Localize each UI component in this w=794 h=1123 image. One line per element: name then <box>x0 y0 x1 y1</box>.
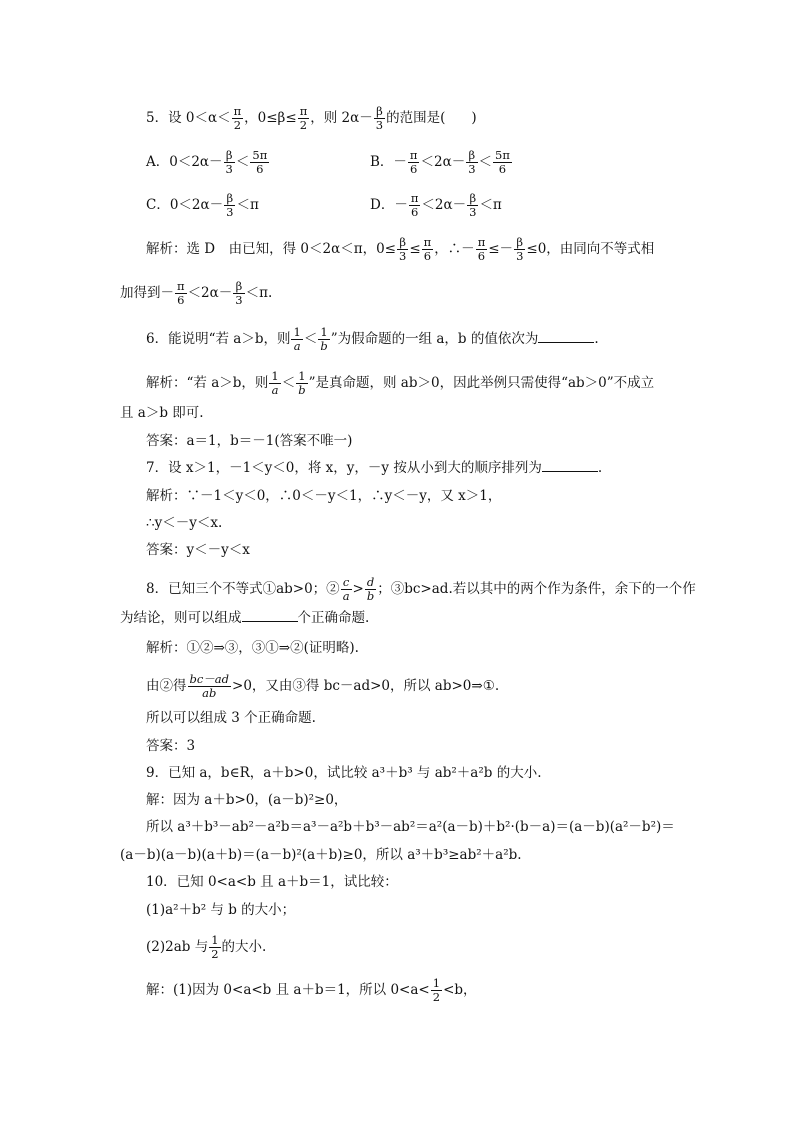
q10-part-1: (1)a²＋b² 与 b 的大小； <box>146 902 296 918</box>
q5-option-a: A．0＜2α－ $\frac{\beta}{3}$ ＜ $\frac{5\pi}{6}$ <box>146 148 268 176</box>
q8-solution-2: 由②得 $\frac{bc-ad}{ab}$ >0，又由③得 bc－ad>0，所以 ab>0⇒①. <box>146 672 500 700</box>
q8-stem: 8．已知三个不等式①ab>0；② $\frac{c}{a}$ > $\frac{d}{b}$ ；③bc>ad.若以其中的两个作为条件，余下的一个作 <box>146 575 696 603</box>
q7-answer: 答案：y＜－y＜x <box>146 542 250 558</box>
answer-blank <box>538 330 594 343</box>
q8-stem-2: 为结论，则可以组成 个正确命题. <box>120 610 370 626</box>
q5-option-b: B．－ $\frac{\pi}{6}$ ＜2α－ $\frac{\beta}{3}$ ＜ $\frac{5\pi}{6}$ <box>370 148 510 176</box>
q5-solution-2: 加得到－ $\frac{\pi}{6}$ ＜2α－ $\frac{\beta}{3}$ ＜π. <box>120 279 273 307</box>
q8-solution: 解析：①②⇒③，③①⇒②(证明略). <box>146 640 359 656</box>
q5-option-d: D．－ $\frac{\pi}{6}$ ＜2α－ $\frac{\beta}{3}$ ＜π <box>370 191 502 219</box>
q5-text: ，则 2α－ <box>310 110 373 126</box>
q9-solution: 解：因为 a＋b>0，(a－b)²≥0， <box>146 792 348 808</box>
q5-text: 的范围是( <box>386 110 446 126</box>
q6-solution-2: 且 a＞b 即可. <box>120 405 204 421</box>
q7-stem: 7．设 x＞1，－1＜y＜0，将 x，y，－y 按从小到大的顺序排列为 . <box>146 460 603 476</box>
q8-answer: 答案：3 <box>146 738 196 754</box>
q5-text: ，0≤β≤ <box>244 110 297 126</box>
q10-solution: 解：(1)因为 0<a<b 且 a＋b＝1，所以 0<a< $\frac{1}{2}$ <b， <box>146 976 477 1004</box>
q7-solution-2: ∴y＜－y＜x. <box>146 515 223 531</box>
q9-solution-2: 所以 a³＋b³－ab²－a²b＝a³－a²b＋b³－ab²＝a²(a－b)＋b²·(b－a)＝(a－b)(a²－b²)＝ <box>146 819 675 835</box>
q5-stem <box>146 105 477 132</box>
q6-solution: 解析：“若 a＞b，则 $\frac{1}{a}$ ＜ $\frac{1}{b}$ ”是真命题，则 ab＞0，因此举例只需使得“ab＞0”不成立 <box>146 369 655 397</box>
q9-stem: 9．已知 a，b∈R，a＋b>0，试比较 a³＋b³ 与 ab²＋a²b 的大小. <box>146 765 542 781</box>
answer-blank <box>542 459 598 472</box>
q5-option-c: C．0＜2α－ $\frac{\beta}{3}$ ＜π <box>146 191 259 219</box>
q10-stem: 10．已知 0<a<b 且 a＋b＝1，试比较： <box>146 874 398 890</box>
fraction: $\frac{\beta}{3}$ <box>375 104 384 132</box>
q8-solution-3: 所以可以组成 3 个正确命题. <box>146 710 316 726</box>
q5-text: 5．设 0＜α＜ <box>146 110 231 126</box>
q6-answer: 答案：a＝1，b＝－1(答案不唯一) <box>146 433 353 449</box>
q5-text: ) <box>471 110 477 126</box>
fraction: $\frac{\pi}{2}$ <box>233 104 242 132</box>
q9-solution-3: (a－b)(a－b)(a＋b)＝(a－b)²(a＋b)≥0，所以 a³＋b³≥ab²＋a²b. <box>120 847 522 863</box>
q5-solution: 解析：选 D 由已知，得 0＜2α＜π，0≤ $\frac{\beta}{3}$ ≤ $\frac{\pi}{6}$ ，∴－ $\frac{\pi}{6}$ ≤－ $\frac{\beta}{3}$ ≤0，由同向不等式相 <box>146 235 655 263</box>
q10-part-2: (2)2ab 与 $\frac{1}{2}$ 的大小. <box>146 933 267 961</box>
fraction: $\frac{\pi}{2}$ <box>299 104 308 132</box>
answer-blank <box>242 609 298 622</box>
q6-stem: 6．能说明“若 a＞b，则 $\frac{1}{a}$ ＜ $\frac{1}{b}$ ”为假命题的一组 a，b 的值依次为 . <box>146 325 599 353</box>
q7-solution: 解析：∵－1＜y＜0，∴0＜－y＜1，∴y＜－y，又 x＞1， <box>146 488 502 504</box>
